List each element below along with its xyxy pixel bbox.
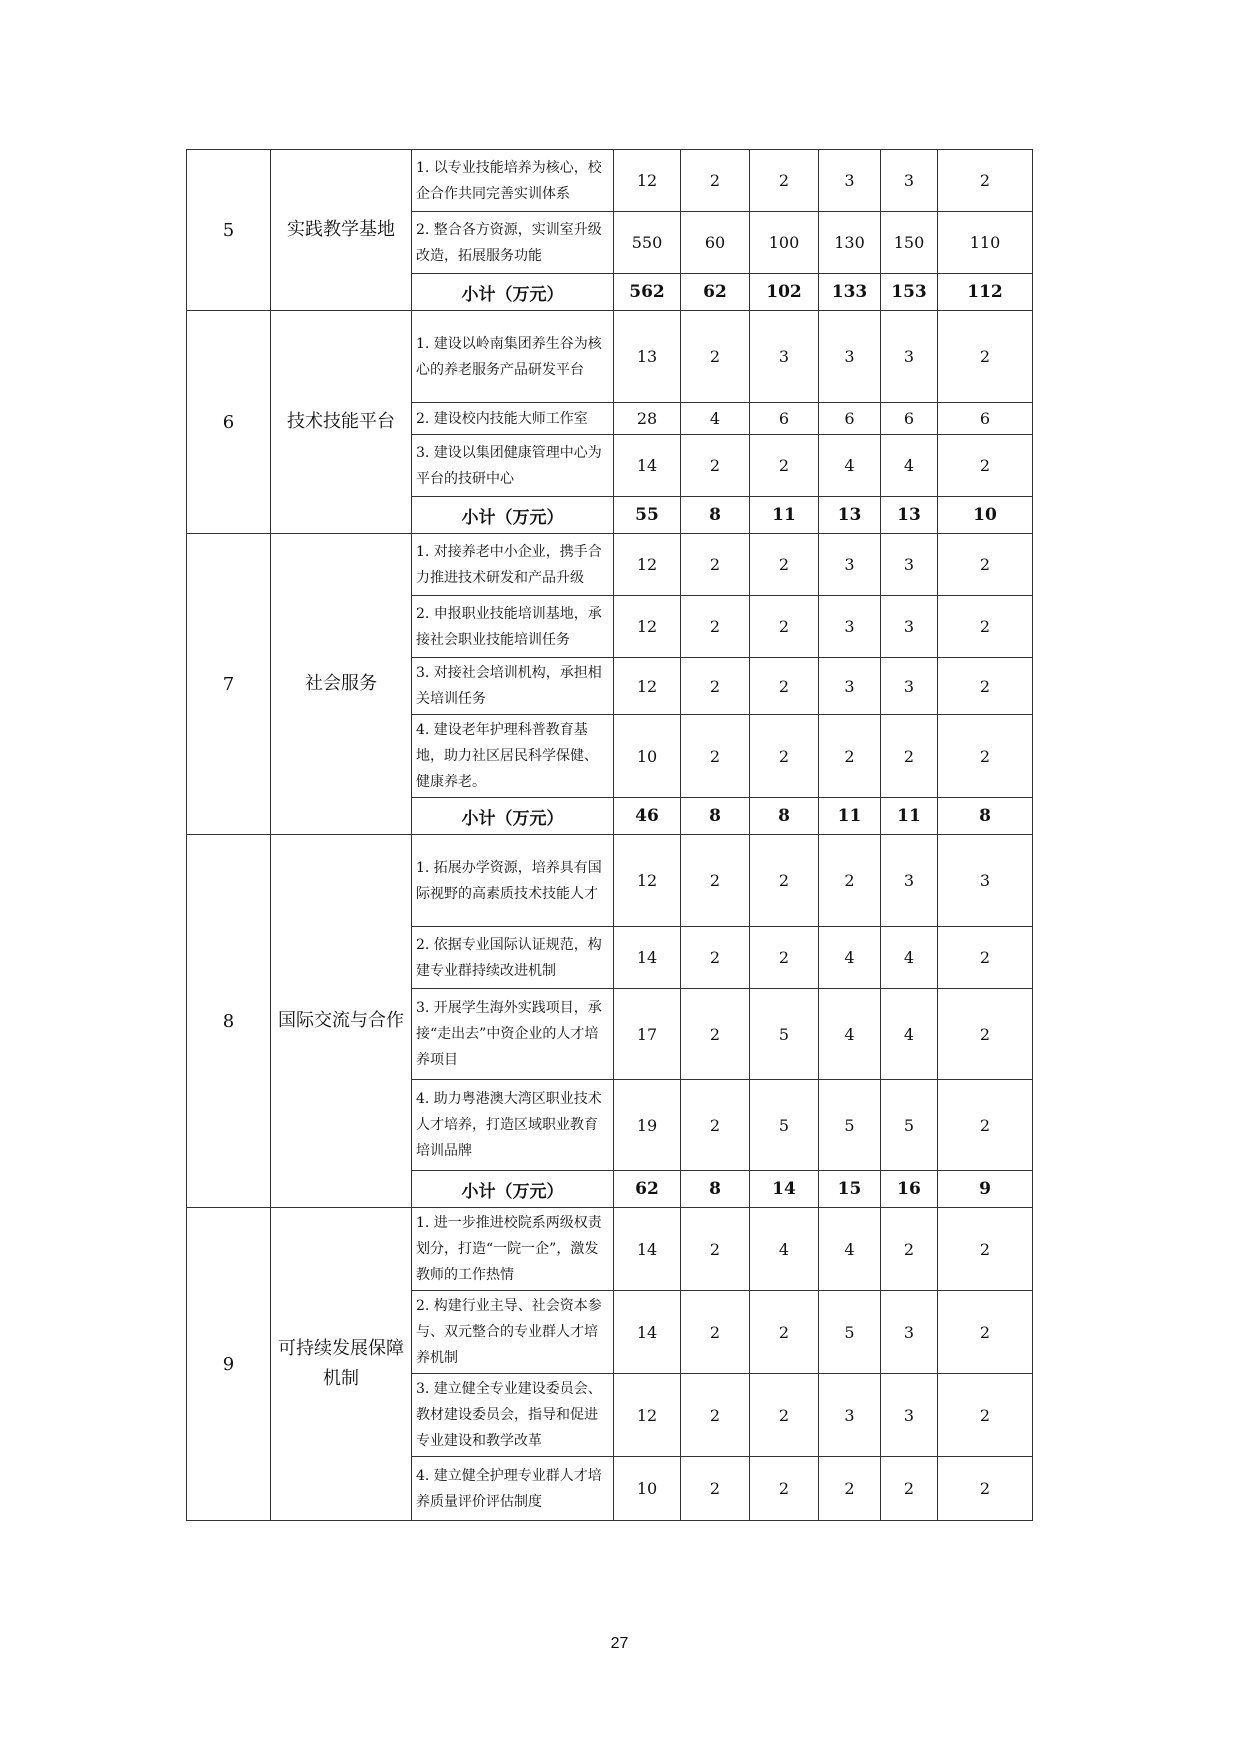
table-body	[187, 150, 1033, 1521]
budget-value-cell: 4	[881, 989, 938, 1080]
budget-value-cell: 3	[819, 1374, 881, 1457]
budget-value-cell: 12	[614, 534, 681, 596]
budget-value-cell: 10	[614, 715, 681, 798]
budget-value-cell: 2	[938, 1374, 1033, 1457]
budget-value-cell: 5	[819, 1080, 881, 1171]
subtotal-value-cell: 55	[614, 497, 681, 534]
budget-value-cell: 3	[938, 835, 1033, 927]
subtotal-value-cell: 46	[614, 798, 681, 835]
budget-value-cell: 2	[938, 311, 1033, 403]
budget-value-cell: 12	[614, 1374, 681, 1457]
budget-value-cell: 2	[681, 835, 750, 927]
section-number: 6	[187, 311, 271, 534]
table-row	[187, 534, 1033, 596]
budget-value-cell: 2	[938, 1457, 1033, 1521]
budget-value-cell: 2	[750, 435, 819, 497]
subtotal-value-cell: 11	[881, 798, 938, 835]
subtotal-value-cell: 153	[881, 274, 938, 311]
budget-value-cell: 150	[881, 212, 938, 274]
subtotal-value-cell: 13	[819, 497, 881, 534]
section-name: 国际交流与合作	[271, 835, 412, 1208]
budget-value-cell: 6	[819, 403, 881, 435]
subtotal-label: 小计（万元）	[412, 1171, 614, 1208]
subtotal-value-cell: 102	[750, 274, 819, 311]
budget-value-cell: 13	[614, 311, 681, 403]
budget-value-cell: 28	[614, 403, 681, 435]
section-name: 实践教学基地	[271, 150, 412, 311]
budget-value-cell: 2	[681, 927, 750, 989]
budget-value-cell: 2	[938, 596, 1033, 658]
budget-value-cell: 4	[681, 403, 750, 435]
subtotal-value-cell: 13	[881, 497, 938, 534]
table-row	[187, 1208, 1033, 1291]
item-description: 1. 进一步推进校院系两级权责划分，打造“一院一企”，激发教师的工作热情	[412, 1208, 614, 1291]
budget-value-cell: 2	[938, 1080, 1033, 1171]
page-number: 27	[610, 1635, 629, 1652]
budget-value-cell: 2	[938, 927, 1033, 989]
subtotal-value-cell: 62	[681, 274, 750, 311]
budget-value-cell: 2	[881, 1457, 938, 1521]
budget-value-cell: 14	[614, 927, 681, 989]
budget-value-cell: 17	[614, 989, 681, 1080]
budget-value-cell: 5	[881, 1080, 938, 1171]
budget-value-cell: 2	[750, 715, 819, 798]
subtotal-value-cell: 14	[750, 1171, 819, 1208]
budget-value-cell: 2	[681, 150, 750, 212]
subtotal-value-cell: 112	[938, 274, 1033, 311]
budget-value-cell: 4	[819, 927, 881, 989]
budget-value-cell: 3	[881, 150, 938, 212]
budget-value-cell: 14	[614, 435, 681, 497]
budget-value-cell: 2	[681, 1374, 750, 1457]
budget-value-cell: 60	[681, 212, 750, 274]
budget-value-cell: 550	[614, 212, 681, 274]
budget-value-cell: 19	[614, 1080, 681, 1171]
budget-table	[186, 149, 1033, 1521]
budget-value-cell: 4	[819, 1208, 881, 1291]
budget-value-cell: 3	[881, 534, 938, 596]
subtotal-label: 小计（万元）	[412, 274, 614, 311]
subtotal-value-cell: 562	[614, 274, 681, 311]
budget-value-cell: 100	[750, 212, 819, 274]
budget-value-cell: 12	[614, 835, 681, 927]
subtotal-value-cell: 8	[681, 497, 750, 534]
budget-value-cell: 14	[614, 1208, 681, 1291]
budget-value-cell: 2	[681, 989, 750, 1080]
table-row	[187, 150, 1033, 212]
section-name: 可持续发展保障机制	[271, 1208, 412, 1521]
budget-value-cell: 4	[881, 435, 938, 497]
item-description: 1. 以专业技能培养为核心，校企合作共同完善实训体系	[412, 150, 614, 212]
item-description: 1. 对接养老中小企业，携手合力推进技术研发和产品升级	[412, 534, 614, 596]
budget-value-cell: 2	[881, 715, 938, 798]
budget-value-cell: 6	[938, 403, 1033, 435]
budget-value-cell: 12	[614, 150, 681, 212]
budget-value-cell: 5	[750, 1080, 819, 1171]
item-description: 4. 建设老年护理科普教育基地，助力社区居民科学保健、健康养老。	[412, 715, 614, 798]
subtotal-value-cell: 8	[681, 798, 750, 835]
item-description: 2. 建设校内技能大师工作室	[412, 403, 614, 435]
budget-value-cell: 3	[819, 658, 881, 715]
subtotal-value-cell: 8	[681, 1171, 750, 1208]
budget-value-cell: 2	[750, 1457, 819, 1521]
budget-value-cell: 2	[750, 927, 819, 989]
section-number: 8	[187, 835, 271, 1208]
item-description: 3. 对接社会培训机构，承担相关培训任务	[412, 658, 614, 715]
budget-value-cell: 2	[750, 150, 819, 212]
budget-value-cell: 3	[819, 150, 881, 212]
budget-value-cell: 3	[750, 311, 819, 403]
budget-value-cell: 4	[819, 989, 881, 1080]
subtotal-value-cell: 8	[938, 798, 1033, 835]
budget-value-cell: 2	[681, 1208, 750, 1291]
budget-value-cell: 4	[881, 927, 938, 989]
budget-value-cell: 12	[614, 596, 681, 658]
item-description: 3. 建立健全专业建设委员会、教材建设委员会，指导和促进专业建设和教学改革	[412, 1374, 614, 1457]
budget-value-cell: 4	[750, 1208, 819, 1291]
budget-value-cell: 3	[881, 311, 938, 403]
table-row	[187, 311, 1033, 403]
budget-value-cell: 2	[681, 1080, 750, 1171]
budget-value-cell: 3	[819, 534, 881, 596]
budget-value-cell: 2	[938, 150, 1033, 212]
budget-value-cell: 2	[681, 658, 750, 715]
budget-value-cell: 2	[681, 1291, 750, 1374]
budget-value-cell: 2	[819, 835, 881, 927]
section-number: 5	[187, 150, 271, 311]
budget-value-cell: 5	[750, 989, 819, 1080]
budget-value-cell: 3	[881, 1374, 938, 1457]
budget-value-cell: 110	[938, 212, 1033, 274]
budget-value-cell: 6	[750, 403, 819, 435]
subtotal-value-cell: 9	[938, 1171, 1033, 1208]
item-description: 4. 助力粤港澳大湾区职业技术人才培养，打造区域职业教育培训品牌	[412, 1080, 614, 1171]
budget-value-cell: 2	[938, 989, 1033, 1080]
budget-value-cell: 12	[614, 658, 681, 715]
subtotal-value-cell: 62	[614, 1171, 681, 1208]
budget-value-cell: 2	[681, 596, 750, 658]
budget-value-cell: 2	[938, 1208, 1033, 1291]
subtotal-value-cell: 11	[819, 798, 881, 835]
item-description: 3. 建设以集团健康管理中心为平台的技研中心	[412, 435, 614, 497]
budget-value-cell: 2	[819, 715, 881, 798]
budget-value-cell: 2	[881, 1208, 938, 1291]
budget-value-cell: 2	[819, 1457, 881, 1521]
budget-value-cell: 3	[881, 835, 938, 927]
item-description: 2. 依据专业国际认证规范，构建专业群持续改进机制	[412, 927, 614, 989]
item-description: 1. 拓展办学资源，培养具有国际视野的高素质技术技能人才	[412, 835, 614, 927]
subtotal-value-cell: 16	[881, 1171, 938, 1208]
section-number: 7	[187, 534, 271, 835]
item-description: 4. 建立健全护理专业群人才培养质量评价评估制度	[412, 1457, 614, 1521]
budget-value-cell: 130	[819, 212, 881, 274]
budget-value-cell: 2	[681, 1457, 750, 1521]
budget-value-cell: 2	[938, 1291, 1033, 1374]
budget-value-cell: 2	[681, 534, 750, 596]
budget-value-cell: 14	[614, 1291, 681, 1374]
budget-value-cell: 3	[881, 596, 938, 658]
budget-value-cell: 6	[881, 403, 938, 435]
subtotal-label: 小计（万元）	[412, 798, 614, 835]
subtotal-value-cell: 133	[819, 274, 881, 311]
subtotal-value-cell: 8	[750, 798, 819, 835]
budget-value-cell: 2	[750, 596, 819, 658]
subtotal-value-cell: 10	[938, 497, 1033, 534]
budget-value-cell: 3	[819, 311, 881, 403]
budget-value-cell: 2	[750, 658, 819, 715]
budget-value-cell: 2	[750, 534, 819, 596]
item-description: 2. 整合各方资源，实训室升级改造，拓展服务功能	[412, 212, 614, 274]
subtotal-label: 小计（万元）	[412, 497, 614, 534]
budget-value-cell: 2	[681, 435, 750, 497]
budget-value-cell: 2	[750, 1374, 819, 1457]
item-description: 2. 构建行业主导、社会资本参与、双元整合的专业群人才培养机制	[412, 1291, 614, 1374]
budget-value-cell: 2	[938, 715, 1033, 798]
budget-value-cell: 2	[681, 715, 750, 798]
budget-value-cell: 2	[938, 658, 1033, 715]
budget-value-cell: 4	[819, 435, 881, 497]
budget-value-cell: 3	[881, 1291, 938, 1374]
item-description: 3. 开展学生海外实践项目，承接“走出去”中资企业的人才培养项目	[412, 989, 614, 1080]
item-description: 1. 建设以岭南集团养生谷为核心的养老服务产品研发平台	[412, 311, 614, 403]
budget-value-cell: 5	[819, 1291, 881, 1374]
budget-value-cell: 2	[938, 435, 1033, 497]
section-number: 9	[187, 1208, 271, 1521]
budget-value-cell: 2	[681, 311, 750, 403]
budget-value-cell: 10	[614, 1457, 681, 1521]
budget-value-cell: 2	[938, 534, 1033, 596]
item-description: 2. 申报职业技能培训基地，承接社会职业技能培训任务	[412, 596, 614, 658]
section-name: 技术技能平台	[271, 311, 412, 534]
section-name: 社会服务	[271, 534, 412, 835]
budget-value-cell: 2	[750, 1291, 819, 1374]
budget-value-cell: 3	[881, 658, 938, 715]
subtotal-value-cell: 11	[750, 497, 819, 534]
budget-value-cell: 3	[819, 596, 881, 658]
subtotal-value-cell: 15	[819, 1171, 881, 1208]
budget-value-cell: 2	[750, 835, 819, 927]
table-row	[187, 835, 1033, 927]
